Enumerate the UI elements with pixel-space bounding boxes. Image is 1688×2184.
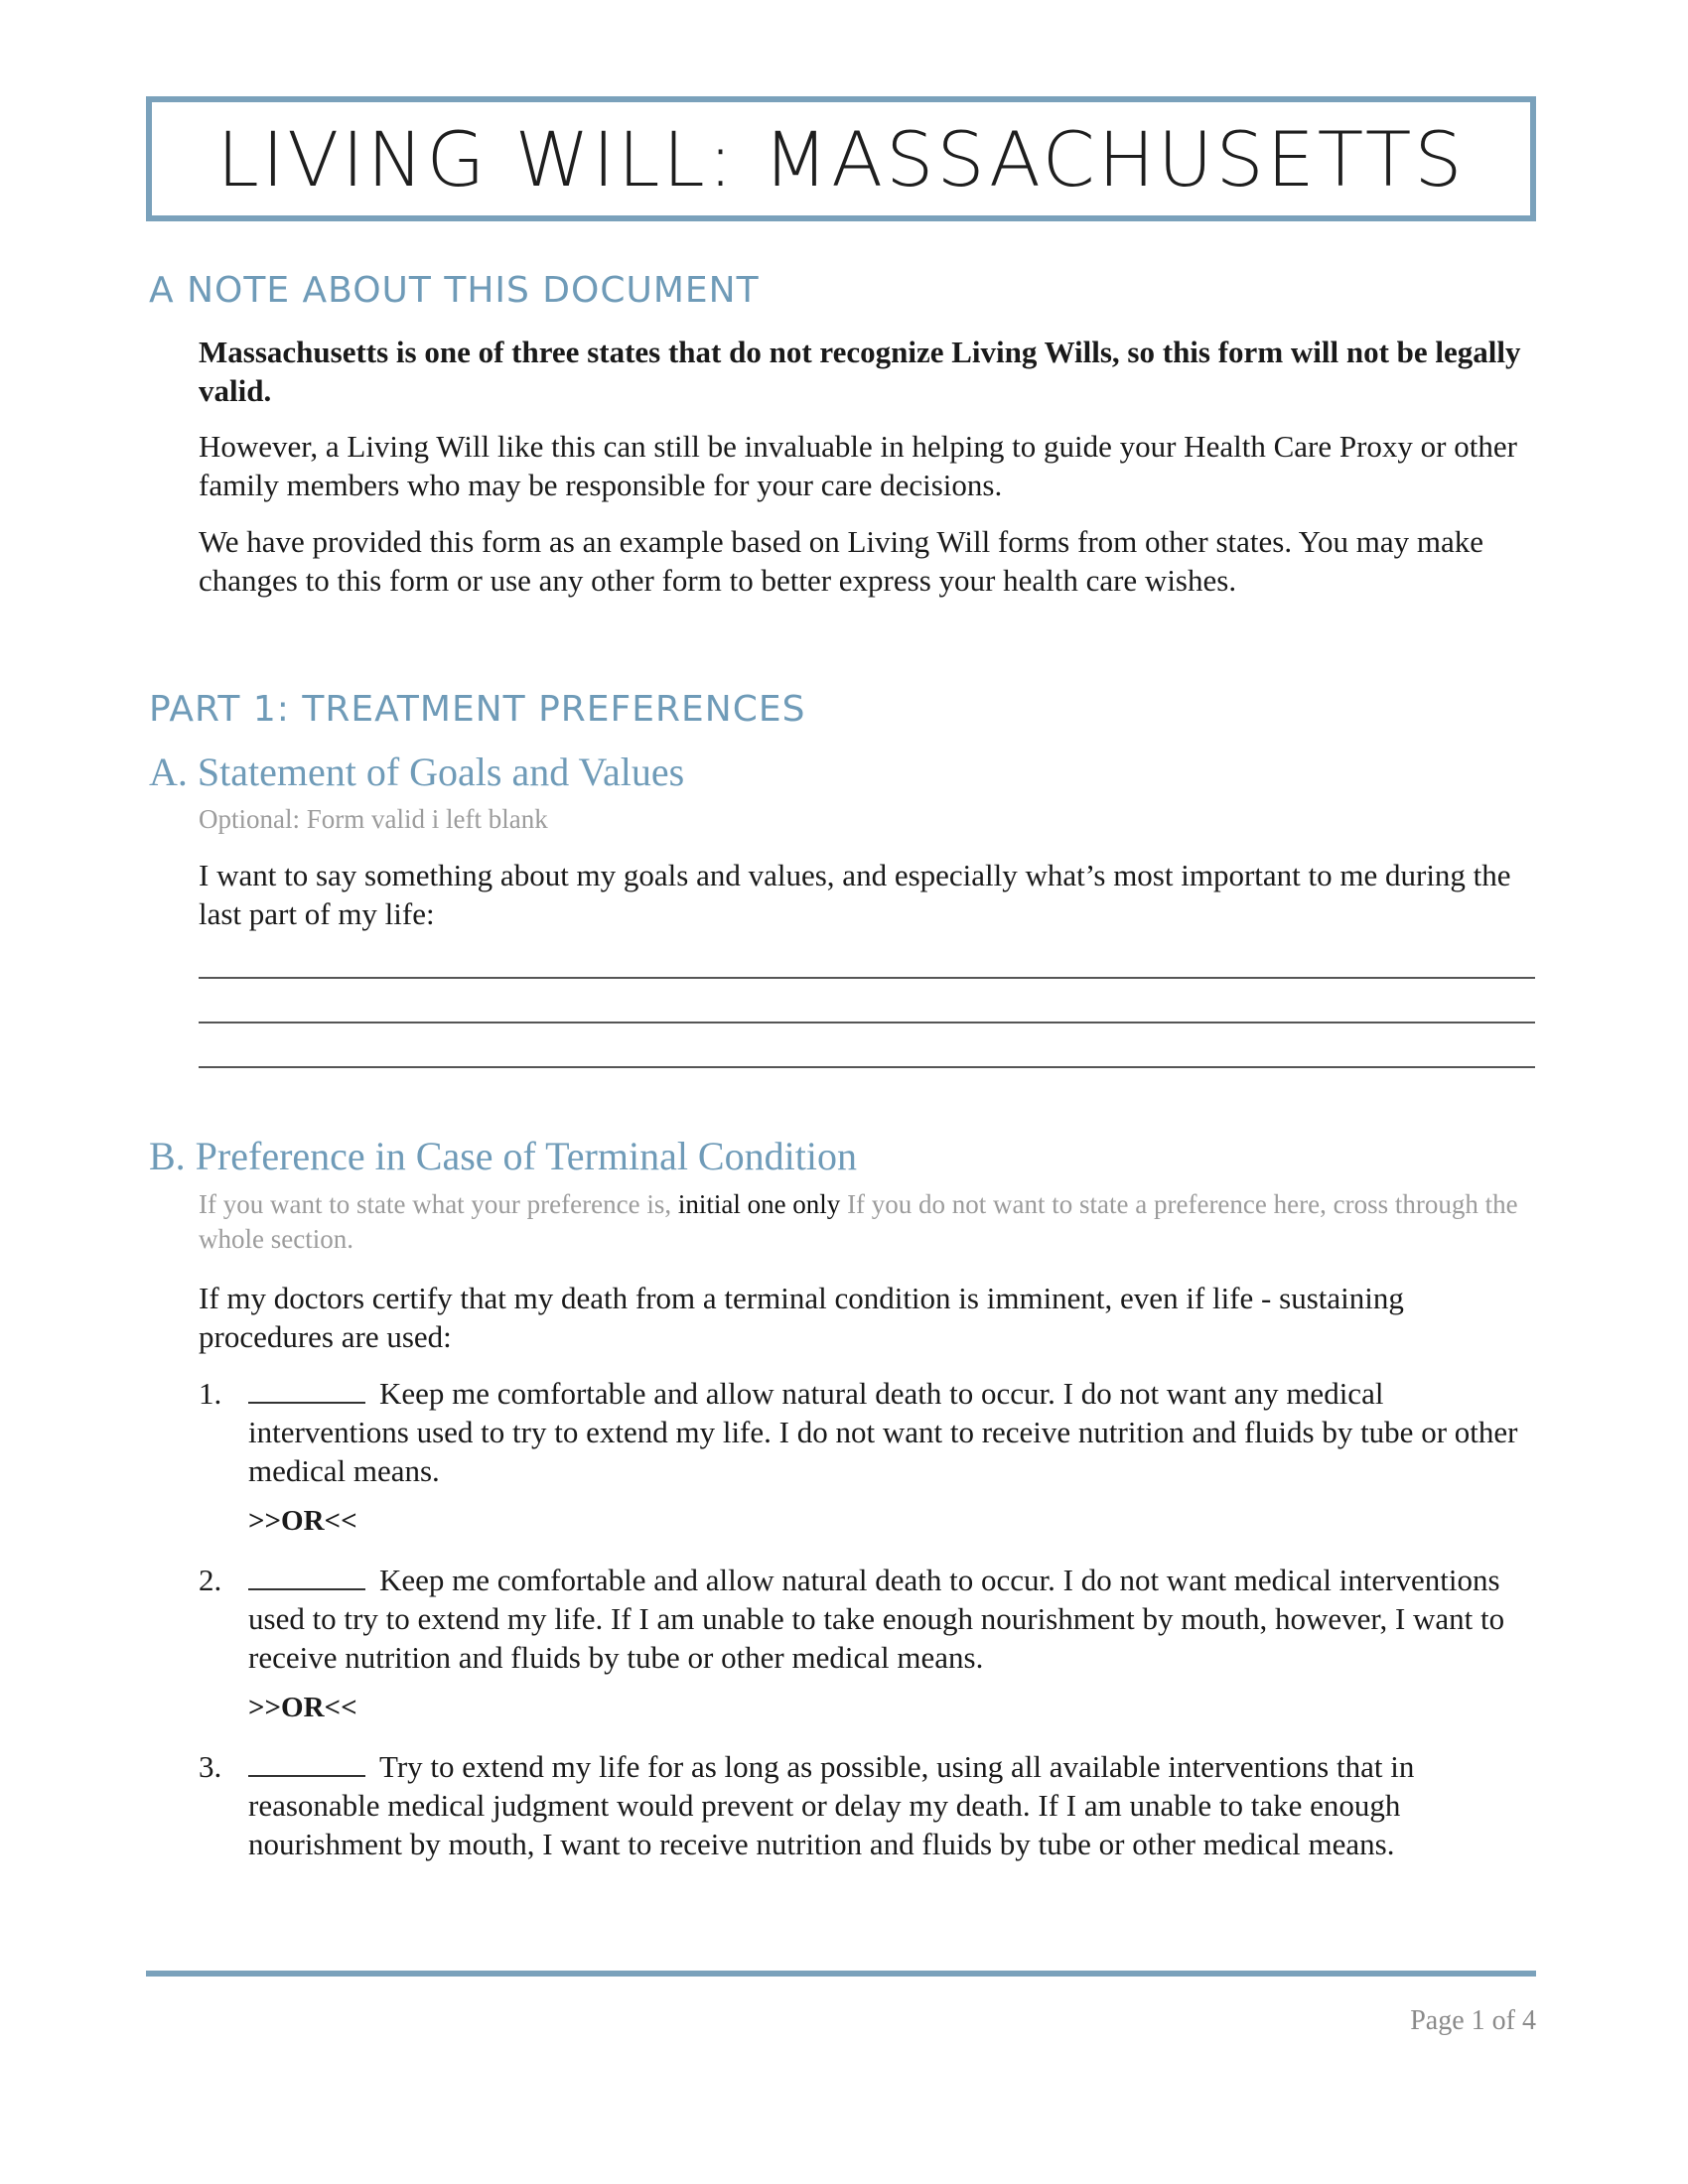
or-separator-2: >>OR<< [248,1692,357,1723]
document-title: LIVING WILL: MASSACHUSETTS [216,114,1466,204]
section-b-intro: If my doctors certify that my death from a terminal condition is imminent, even if life - sustaining procedures are used: [199,1281,1404,1354]
option-1-initial-blank[interactable] [248,1378,365,1404]
section-b-instructions [199,1187,1534,1257]
note-bold-paragraph: Massachusetts is one of three states that do not recognize Living Wills, so this form will not be legally valid. [199,335,1521,408]
section-b-instructions-start: If you want to state what your preference is, [199,1189,678,1219]
title-box [146,96,1536,221]
goals-line-2[interactable] [199,1022,1535,1024]
part1-heading: PART 1: TREATMENT PREFERENCES [149,689,806,730]
option-2 [199,1561,1534,1677]
option-1-number: 1. [199,1376,222,1411]
section-b-instructions-emphasis: initial one only [677,1189,841,1219]
or-separator-1: >>OR<< [248,1505,357,1537]
section-a-optional-note: Optional: Form valid i left blank [199,804,548,834]
option-3 [199,1747,1534,1863]
option-2-text: Keep me comfortable and allow natural death to occur. I do not want medical interventions used to try to extend my life. If I am unable to take enough nourishment by mouth, however, I want to receive nutrition and fluids by tube or other medical means. [248,1563,1505,1675]
option-1-text: Keep me comfortable and allow natural death to occur. I do not want any medical interventions used to try to extend my life. I do not want to receive nutrition and fluids by tube or other medical means. [248,1376,1518,1488]
section-b-heading: B. Preference in Case of Terminal Condition [149,1134,857,1178]
note-heading: A NOTE ABOUT THIS DOCUMENT [149,270,760,311]
goals-line-3[interactable] [199,1066,1535,1068]
section-a-heading: A. Statement of Goals and Values [149,750,685,794]
option-2-initial-blank[interactable] [248,1565,365,1590]
page-number: Page 1 of 4 [1410,2005,1536,2036]
option-3-text: Try to extend my life for as long as possible, using all available interventions that in reasonable medical judgment would prevent or delay my death. If I am unable to take enough nourishment by mouth, I want to receive nutrition and fluids by tube or other medical means. [248,1749,1415,1861]
note-paragraph-2: However, a Living Will like this can still be invaluable in helping to guide your Health Care Proxy or other family members who may be responsible for your care decisions. [199,429,1517,502]
note-paragraph-3: We have provided this form as an example based on Living Will forms from other states. You may make changes to this form or use any other form to better express your health care wishes. [199,524,1483,598]
option-2-number: 2. [199,1563,222,1597]
option-3-number: 3. [199,1749,222,1784]
option-1 [199,1374,1534,1490]
footer-rule [146,1971,1536,1977]
option-3-initial-blank[interactable] [248,1751,365,1777]
section-b-instructions-end: If you do not want to state a preference here, cross through the whole section. [199,1189,1518,1254]
section-a-prompt: I want to say something about my goals and values, and especially what’s most important to me during the last part of my life: [199,858,1511,931]
goals-line-1[interactable] [199,977,1535,979]
